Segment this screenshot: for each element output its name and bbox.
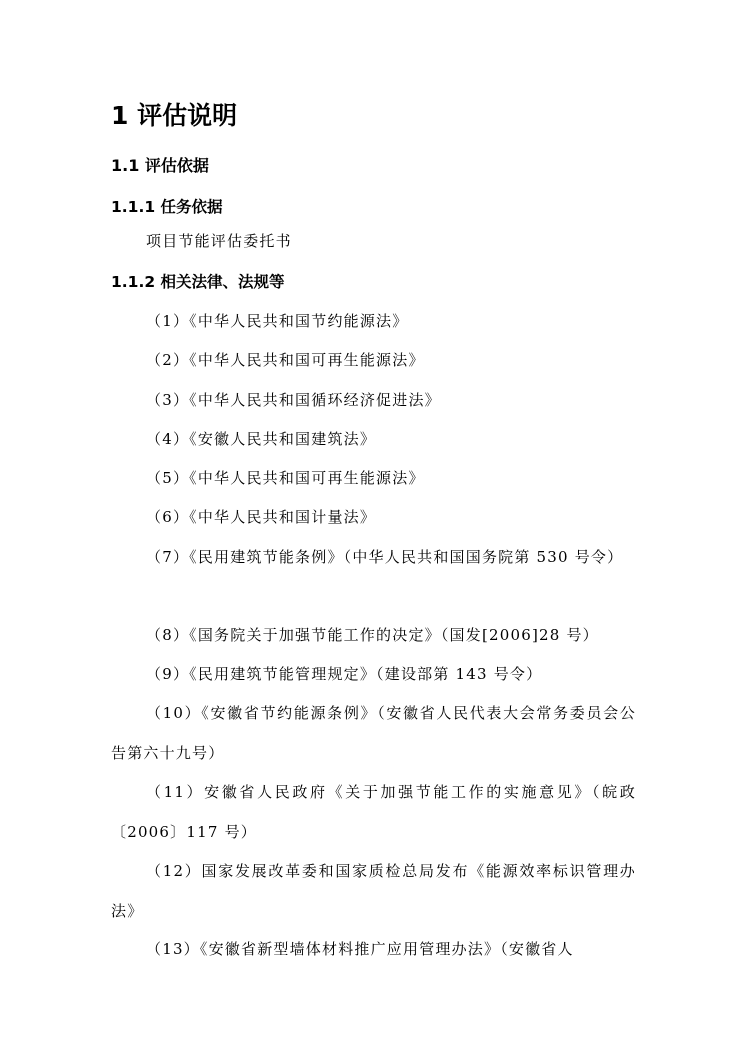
law-list-item: （7）《民用建筑节能条例》（中华人民共和国国务院第 530 号令） — [146, 548, 624, 566]
subsection-heading-task-basis: 1.1.1 任务依据 — [111, 198, 223, 216]
law-list-item: （6）《中华人民共和国计量法》 — [146, 508, 377, 526]
chapter-heading: 1 评估说明 — [111, 101, 238, 130]
subsection-heading-laws-regulations: 1.1.2 相关法律、法规等 — [111, 273, 285, 291]
law-list-item: （5）《中华人民共和国可再生能源法》 — [146, 469, 425, 487]
law-list-item: （1）《中华人民共和国节约能源法》 — [146, 312, 409, 330]
law-list-item: （9）《民用建筑节能管理规定》（建设部第 143 号令） — [146, 665, 543, 683]
law-list-item: （8）《国务院关于加强节能工作的决定》（国发[2006]28 号） — [146, 626, 599, 644]
task-basis-paragraph: 项目节能评估委托书 — [146, 232, 292, 250]
law-list-item: （4）《安徽人民共和国建筑法》 — [146, 430, 377, 448]
law-list-item: （2）《中华人民共和国可再生能源法》 — [146, 351, 425, 369]
section-heading-evaluation-basis: 1.1 评估依据 — [111, 156, 209, 175]
law-list-item: （3）《中华人民共和国循环经济促进法》 — [146, 391, 441, 409]
law-list-item: （10）《安徽省节约能源条例》（安徽省人民代表大会常务委员会公告第六十九号） — [111, 704, 636, 762]
law-list-item: （11）安徽省人民政府《关于加强节能工作的实施意见》（皖政〔2006〕117 号） — [111, 783, 636, 841]
law-list-item: （12）国家发展改革委和国家质检总局发布《能源效率标识管理办法》 — [111, 862, 636, 920]
law-list-item: （13）《安徽省新型墙体材料推广应用管理办法》（安徽省人 — [146, 940, 574, 958]
